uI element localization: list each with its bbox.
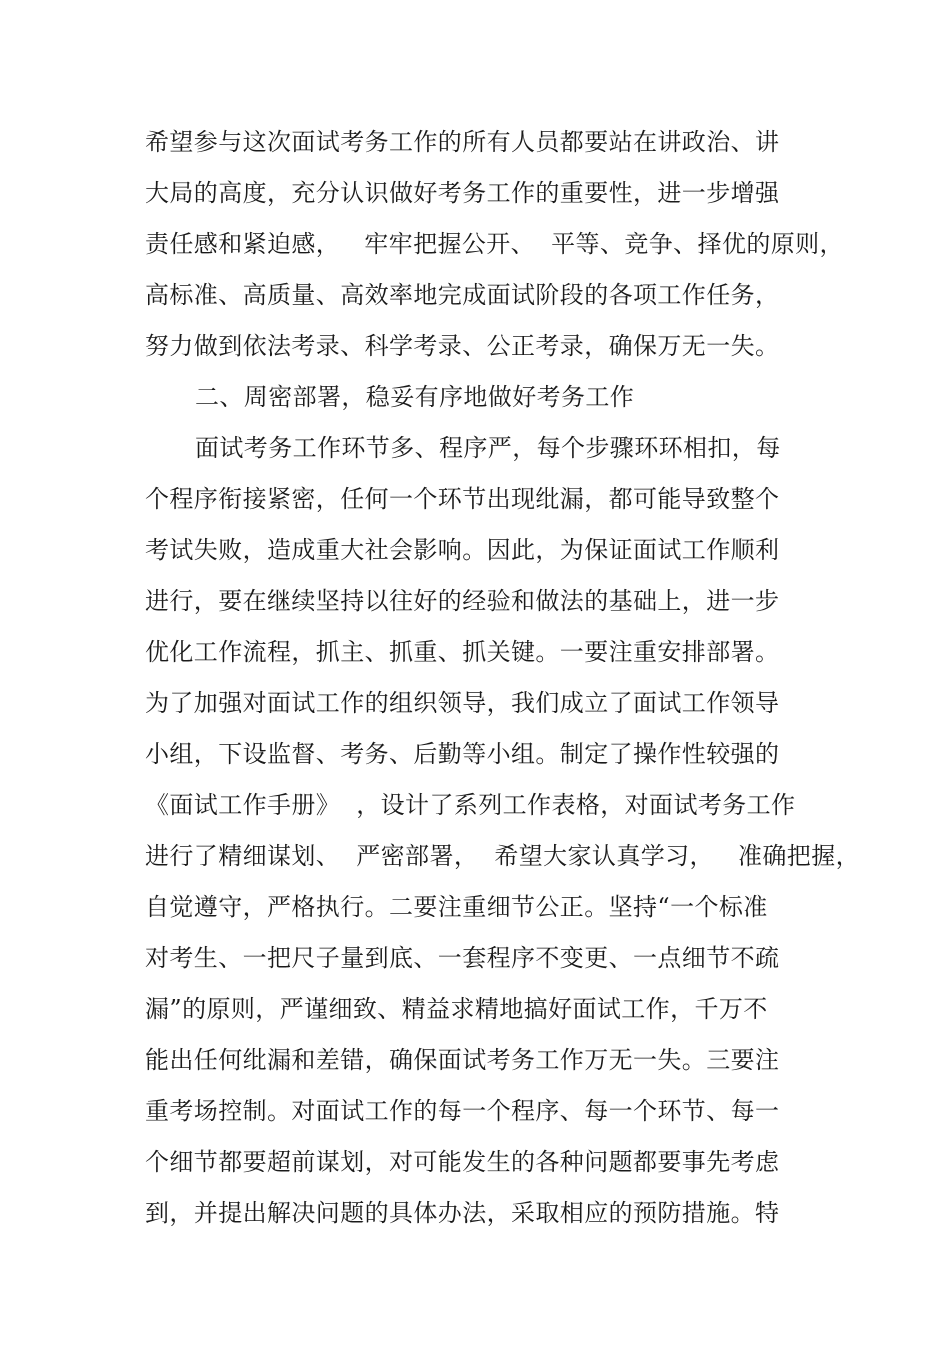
text-line: 自觉遵守，严格执行。二要注重细节公正。坚持“一个标准 — [145, 893, 768, 921]
text-line: 优化工作流程，抓主、抓重、抓关键。一要注重安排部署。 — [145, 638, 780, 666]
text-line: 《面试工作手册》 ，设计了系列工作表格，对面试考务工作 — [145, 791, 796, 819]
text-line: 到，并提出解决问题的具体办法，采取相应的预防措施。特 — [145, 1199, 780, 1227]
text-line: 小组，下设监督、考务、后勤等小组。制定了操作性较强的 — [145, 740, 780, 768]
text-line: 责任感和紧迫感， 牢牢把握公开、 平等、竞争、择优的原则， — [145, 230, 844, 258]
text-line: 漏”的原则，严谨细致、精益求精地搞好面试工作，千万不 — [145, 995, 768, 1023]
text-line: 进行，要在继续坚持以往好的经验和做法的基础上，进一步 — [145, 587, 780, 615]
body-text — [145, 117, 861, 1239]
text-line: 进行了精细谋划、 严密部署， 希望大家认真学习， 准确把握， — [145, 842, 861, 870]
text-line: 个程序衔接紧密，任何一个环节出现纰漏，都可能导致整个 — [145, 485, 780, 513]
text-line: 面试考务工作环节多、程序严，每个步骤环环相扣，每 — [195, 434, 781, 462]
text-line: 大局的高度，充分认识做好考务工作的重要性，进一步增强 — [145, 179, 780, 207]
text-line: 高标准、高质量、高效率地完成面试阶段的各项工作任务， — [145, 281, 780, 309]
text-line: 对考生、一把尺子量到底、一套程序不变更、一点细节不疏 — [145, 944, 780, 972]
text-line: 为了加强对面试工作的组织领导，我们成立了面试工作领导 — [145, 689, 780, 717]
text-line: 希望参与这次面试考务工作的所有人员都要站在讲政治、讲 — [145, 128, 780, 156]
text-line: 个细节都要超前谋划，对可能发生的各种问题都要事先考虑 — [145, 1148, 780, 1176]
text-line: 考试失败，造成重大社会影响。因此，为保证面试工作顺利 — [145, 536, 780, 564]
text-line: 能出任何纰漏和差错，确保面试考务工作万无一失。三要注 — [145, 1046, 780, 1074]
text-line: 努力做到依法考录、科学考录、公正考录，确保万无一失。 — [145, 332, 780, 360]
section-heading: 二、周密部署，稳妥有序地做好考务工作 — [195, 383, 635, 411]
text-line: 重考场控制。对面试工作的每一个程序、每一个环节、每一 — [145, 1097, 780, 1125]
